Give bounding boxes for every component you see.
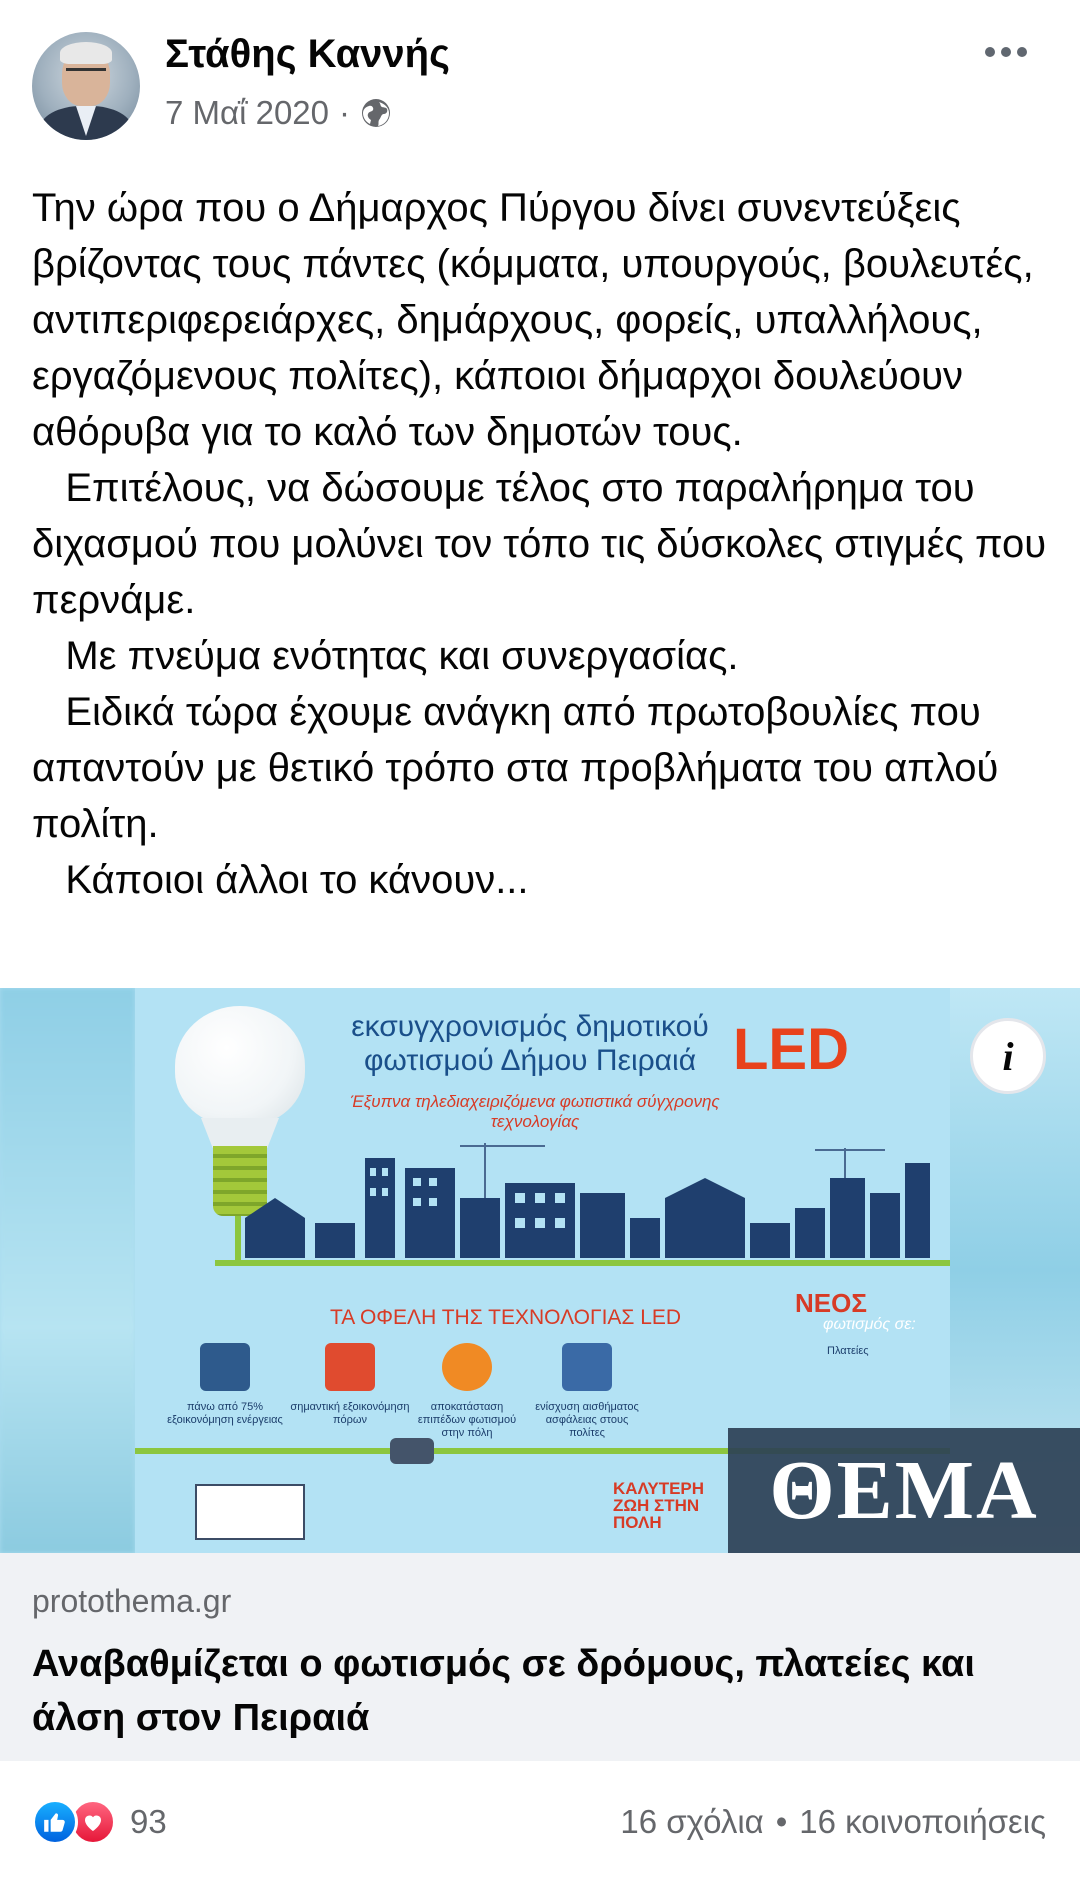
green-line — [235, 1216, 241, 1266]
more-options-icon[interactable] — [976, 32, 1036, 72]
lightbulb-small-icon — [442, 1343, 492, 1391]
reactions-bar — [0, 1761, 1080, 1880]
heart-icon — [81, 1810, 105, 1834]
author-name[interactable]: Στάθης Καννής — [165, 32, 450, 76]
link-preview-image[interactable] — [0, 988, 1080, 1553]
reaction-summary[interactable] — [32, 1799, 167, 1845]
author-avatar[interactable] — [32, 32, 140, 140]
info-icon: i — [1002, 1033, 1014, 1079]
benefit-text: πάνω από 75% εξοικονόμηση ενέργειας — [167, 1401, 283, 1426]
benefit-text: αποκατάσταση επιπέδων φωτισμού στην πόλη — [417, 1401, 517, 1439]
city-skyline-icon — [245, 1138, 945, 1268]
infographic-title — [330, 1010, 730, 1078]
neos-subtitle: φωτισμός σε: — [823, 1316, 916, 1333]
infographic-title-line: φωτισμού Δήμου Πειραιά — [363, 1044, 697, 1077]
post-paragraph: Ειδικά τώρα έχουμε ανάγκη από πρωτοβουλίες που απαντούν με θετικό τρόπο στα προβλήματα του απλού πολίτη. — [32, 690, 1010, 846]
benefit-item — [165, 1343, 285, 1427]
benefits-title: ΤΑ ΟΦΕΛΗ ΤΗΣ ΤΕΧΝΟΛΟΓΙΑΣ LED — [330, 1306, 682, 1329]
reaction-count: 93 — [130, 1803, 167, 1840]
post-meta — [165, 94, 392, 132]
globe-icon — [360, 97, 392, 129]
post-date[interactable]: 7 Μαΐ 2020 — [165, 94, 330, 131]
meta-separator: · — [339, 94, 351, 131]
benefit-text: ενίσχυση αισθήματος ασφάλειας στους πολίτες — [535, 1401, 639, 1439]
engagement-stats — [620, 1803, 1046, 1841]
benefit-item — [290, 1343, 410, 1427]
avatar-hair — [60, 42, 112, 64]
blurred-background-left — [0, 988, 135, 1553]
benefit-item — [527, 1343, 647, 1440]
thema-watermark — [728, 1428, 1080, 1553]
link-preview-caption[interactable] — [0, 1553, 1080, 1761]
link-title[interactable]: Αναβαθμίζεται ο φωτισμός σε δρόμους, πλατείες και άλση στον Πειραιά — [32, 1643, 975, 1739]
thumbs-up-icon — [42, 1809, 68, 1835]
better-life-label: ΚΑΛΥΤΕΡΗ ΖΩΗ ΣΤΗΝ ΠΟΛΗ — [613, 1479, 705, 1532]
post-header — [0, 0, 1080, 150]
benefit-item — [407, 1343, 527, 1440]
post-paragraph: Την ώρα που ο Δήμαρχος Πύργου δίνει συνεντεύξεις βρίζοντας τους πάντες (κόμματα, υπουργούς, βουλευτές, αντιπεριφερειάρχες, δημάρχους, φορείς, υπαλλήλους, εργαζόμενους πολίτες), κάποιοι δήμαρχοι δουλεύουν αθόρυβα για το καλό των δημοτών τους. — [32, 186, 1045, 454]
dot — [1017, 47, 1027, 57]
like-reaction-icon — [32, 1799, 78, 1845]
places-label: Πλατείες — [827, 1345, 869, 1357]
info-button[interactable] — [970, 1018, 1046, 1094]
post-paragraph: Με πνεύμα ενότητας και συνεργασίας. — [32, 634, 739, 678]
neos-label: ΝΕΟΣ — [795, 1288, 867, 1318]
green-line — [215, 1260, 950, 1266]
energy-icon — [200, 1343, 250, 1391]
comments-count[interactable]: 16 σχόλια — [620, 1803, 764, 1840]
link-domain: protothema.gr — [32, 1583, 232, 1619]
stats-separator: • — [775, 1803, 788, 1840]
post-paragraph: Επιτέλους, να δώσουμε τέλος στο παραλήρημα του διχασμού που μολύνει τον τόπο τις δύσκολες στιγμές που περνάμε. — [32, 466, 1058, 622]
avatar-glasses — [66, 68, 106, 78]
dot — [985, 47, 995, 57]
thema-logo-text: ΘΕΜΑ — [769, 1444, 1039, 1537]
savings-icon — [325, 1343, 375, 1391]
infographic-subtitle: Έξυπνα τηλεδιαχειριζόμενα φωτιστικά σύγχρονης τεχνολογίας — [350, 1092, 720, 1131]
dot — [1001, 47, 1011, 57]
people-icon — [562, 1343, 612, 1391]
post-paragraph: Κάποιοι άλλοι το κάνουν... — [32, 858, 529, 902]
shares-count[interactable]: 16 κοινοποιήσεις — [799, 1803, 1046, 1840]
lightbulb-icon — [175, 1006, 305, 1126]
post-text — [32, 180, 1058, 908]
municipality-logos — [195, 1484, 305, 1540]
led-label: LED — [733, 1017, 849, 1082]
infographic-title-line: εκσυγχρονισμός δημοτικού — [351, 1010, 709, 1043]
plug-icon — [390, 1438, 434, 1464]
benefit-text: σημαντική εξοικονόμηση πόρων — [290, 1401, 410, 1426]
